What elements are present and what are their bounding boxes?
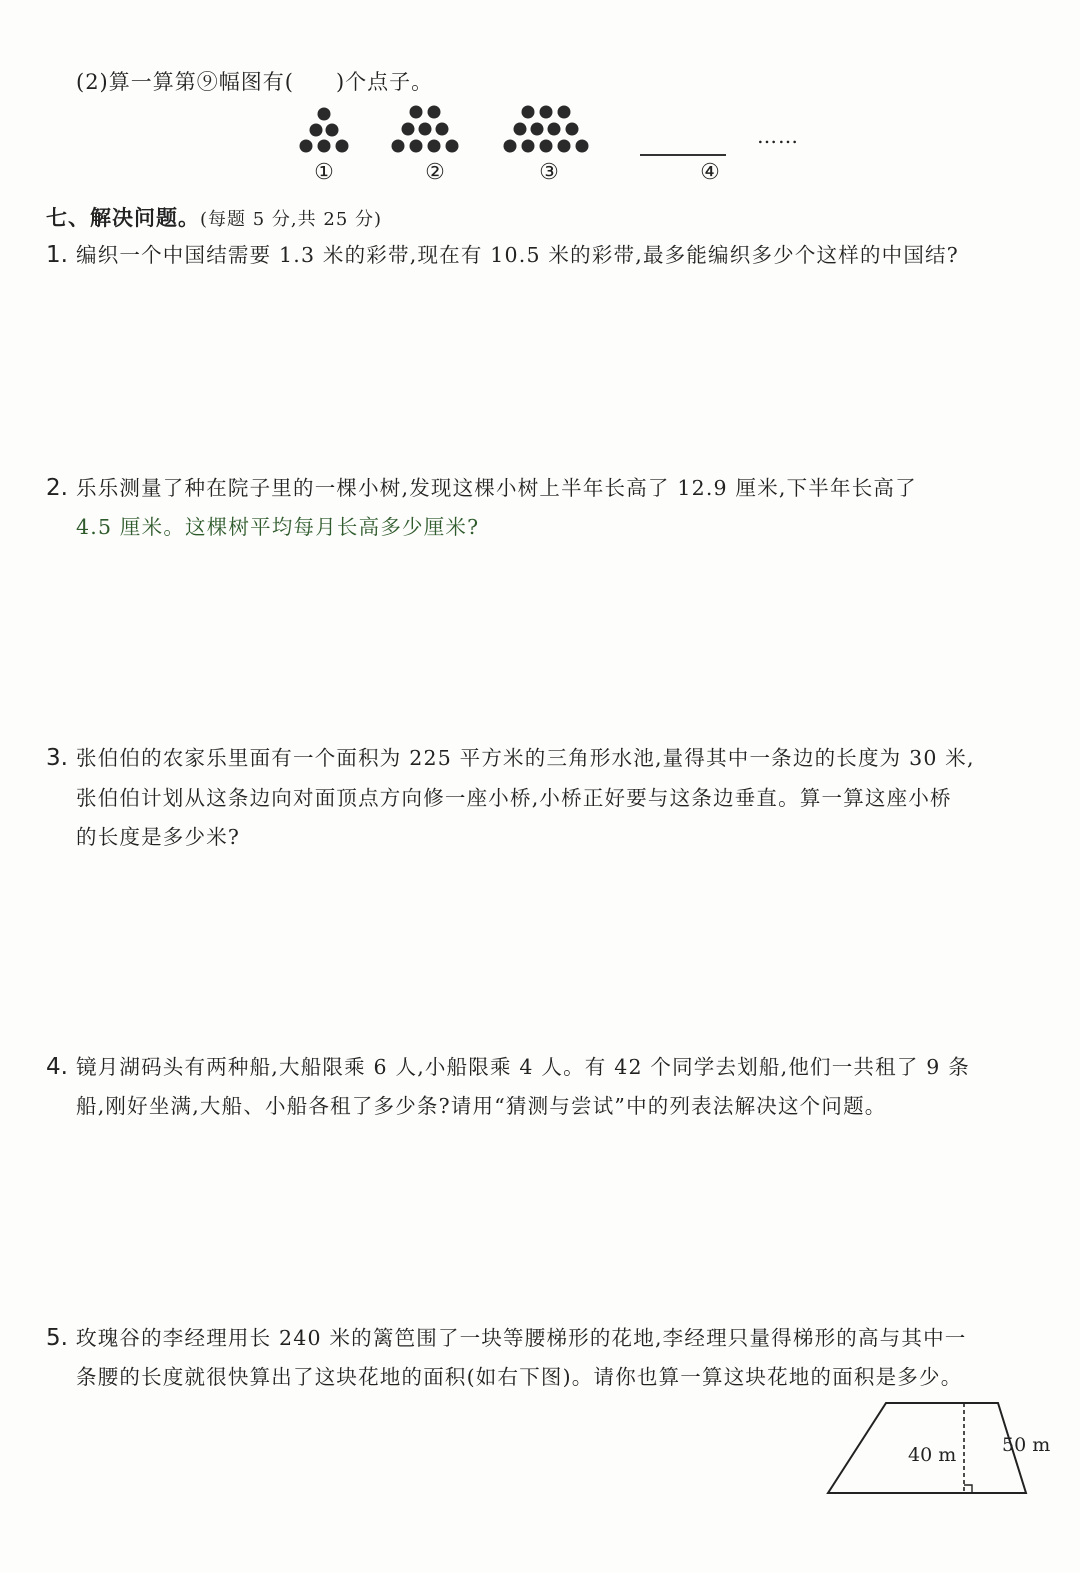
section-title: 七、解决问题。: [46, 205, 200, 230]
question-line: 张伯伯计划从这条边向对面顶点方向修一座小桥,小桥正好要与这条边垂直。算一算这座小桥: [76, 786, 952, 810]
ellipsis: ……: [757, 124, 799, 148]
section-note: (每题 5 分,共 25 分): [200, 209, 383, 230]
dot-figure-2: [392, 106, 459, 153]
figure-label-3: ③: [539, 160, 559, 185]
part2-prefix: (2)算一算第⑨幅图有(: [76, 70, 294, 94]
figure-label-4: ④: [700, 160, 720, 185]
question-line: 船,刚好坐满,大船、小船各租了多少条?请用“猜测与尝试”中的列表法解决这个问题。: [76, 1094, 887, 1118]
question-line: 镜月湖码头有两种船,大船限乘 6 人,小船限乘 4 人。有 42 个同学去划船,他们一共租了 9 条: [76, 1055, 970, 1079]
question-line: 的长度是多少米?: [76, 825, 241, 849]
right-angle-mark: [964, 1485, 972, 1493]
dot-pattern-figures: [280, 100, 840, 200]
part2-suffix: )个点子。: [335, 70, 434, 94]
question-number: 1.: [46, 242, 68, 268]
figure-label-2: ②: [425, 160, 445, 185]
figure-label-1: ①: [314, 160, 334, 185]
question-line: 乐乐测量了种在院子里的一棵小树,发现这棵小树上半年长高了 12.9 厘米,下半年长高了: [76, 476, 917, 500]
question-number: 3.: [46, 745, 68, 771]
question-line: 编织一个中国结需要 1.3 米的彩带,现在有 10.5 米的彩带,最多能编织多少个这样的中国结?: [76, 243, 959, 267]
figure-4-blank-line[interactable]: [640, 154, 726, 156]
trapezoid-diagram: [820, 1395, 1070, 1505]
question-line: 4.5 厘米。这棵树平均每月长高多少厘米?: [76, 515, 480, 539]
question-line: 条腰的长度就很快算出了这块花地的面积(如右下图)。请你也算一算这块花地的面积是多少。: [76, 1365, 963, 1389]
question-number: 5.: [46, 1325, 68, 1351]
question-line: 玫瑰谷的李经理用长 240 米的篱笆围了一块等腰梯形的花地,李经理只量得梯形的高与其中一: [76, 1326, 967, 1350]
section-heading: [46, 202, 382, 232]
dot-figure-1: [300, 108, 349, 153]
dot-figure-3: [504, 106, 589, 153]
question-number: 4.: [46, 1054, 68, 1080]
question-number: 2.: [46, 475, 68, 501]
question-line: 张伯伯的农家乐里面有一个面积为 225 平方米的三角形水池,量得其中一条边的长度为 30 米,: [76, 746, 975, 770]
part2-question: [76, 66, 433, 96]
height-label: 40 m: [908, 1444, 957, 1466]
leg-label: 50 m: [1002, 1434, 1051, 1456]
